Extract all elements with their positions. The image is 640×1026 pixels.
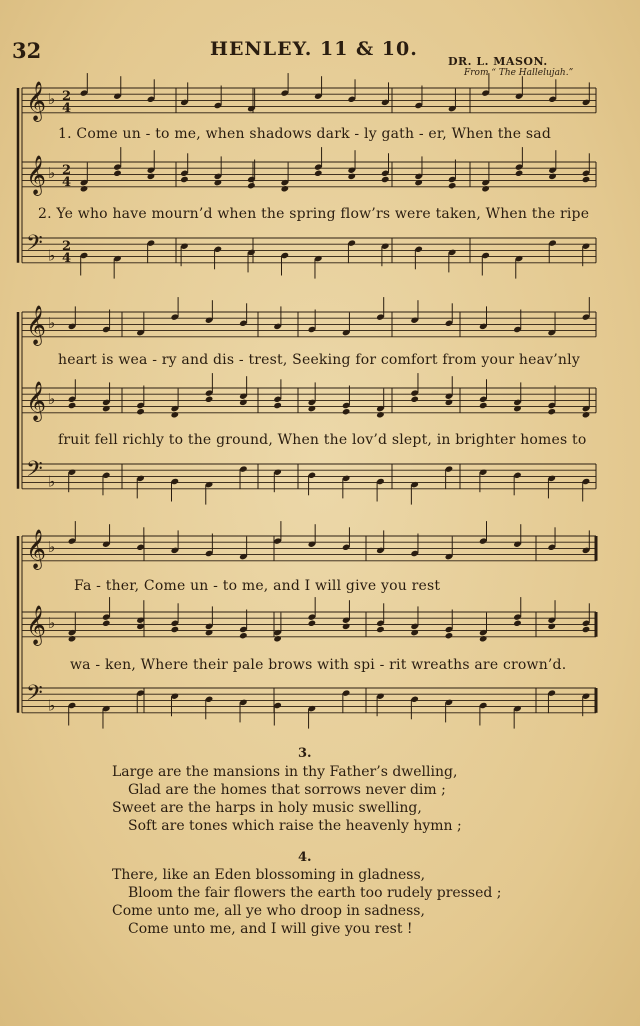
verse-line: Soft are tones which raise the heavenly hymn ; xyxy=(128,818,462,834)
flat-icon: ♭ xyxy=(48,164,56,183)
note-head xyxy=(239,399,248,406)
lyric-row2-verse1: heart is wea - ry and dis - trest, Seeking for comfort from your heav’nly xyxy=(58,352,580,368)
bass-clef-icon: 𝄢 xyxy=(26,457,43,488)
lyric-row2-verse2: fruit fell richly to the ground, When the lov’d slept, in brighter homes to xyxy=(58,432,587,448)
flat-icon: ♭ xyxy=(48,246,56,265)
note-head xyxy=(515,170,524,177)
time-signature-bottom: 4 xyxy=(62,251,72,267)
note-head xyxy=(547,408,556,415)
note-head xyxy=(80,185,89,192)
note-head xyxy=(180,176,189,183)
hymn-title: HENLEY. 11 & 10. xyxy=(210,38,418,60)
note-head xyxy=(239,632,248,639)
flat-icon: ♭ xyxy=(48,314,56,333)
note-head xyxy=(347,173,356,180)
verse-line: Sweet are the harps in holy music swelling, xyxy=(112,800,422,816)
note-head xyxy=(171,411,180,418)
treble-clef-icon: 𝄞 xyxy=(26,605,47,646)
note-head xyxy=(376,626,385,633)
treble-clef-icon: 𝄞 xyxy=(26,305,47,346)
verse-line: Glad are the homes that sorrows never dim ; xyxy=(128,782,446,798)
note-head xyxy=(376,411,385,418)
verse-number: 4. xyxy=(298,850,312,865)
note-head xyxy=(410,629,419,636)
lyric-row1-verse1: 1. Come un - to me, when shadows dark - ly gath - er, When the sad xyxy=(58,126,552,142)
note-head xyxy=(513,620,522,627)
page-number: 32 xyxy=(12,38,42,63)
treble-clef-icon: 𝄞 xyxy=(26,81,47,122)
flat-icon: ♭ xyxy=(48,538,56,557)
time-signature-bottom: 4 xyxy=(62,101,72,117)
note-head xyxy=(479,402,488,409)
note-head xyxy=(68,635,77,642)
note-head xyxy=(136,408,145,415)
verse-line: There, like an Eden blossoming in gladness, xyxy=(112,867,426,883)
verse-line: Come unto me, all ye who droop in sadness, xyxy=(112,903,425,919)
note-head xyxy=(102,620,111,627)
note-head xyxy=(342,623,351,630)
treble-clef-icon: 𝄞 xyxy=(26,529,47,570)
verse-line: Large are the mansions in thy Father’s dwelling, xyxy=(112,764,458,780)
note-head xyxy=(247,182,256,189)
note-head xyxy=(314,170,323,177)
note-head xyxy=(479,635,488,642)
note-head xyxy=(448,182,457,189)
time-signature-top: 2 xyxy=(62,88,72,104)
note-head xyxy=(582,176,591,183)
lyric-row3-verse2: wa - ken, Where their pale brows with spi - rit wreaths are crown’d. xyxy=(70,657,567,673)
note-head xyxy=(582,411,591,418)
note-head xyxy=(445,632,454,639)
note-head xyxy=(381,176,390,183)
note-head xyxy=(171,626,180,633)
note-head xyxy=(102,405,111,412)
bass-clef-icon: 𝄢 xyxy=(26,681,43,712)
source-credit: From “ The Hallelujah.” xyxy=(464,68,574,78)
note-head xyxy=(113,170,122,177)
note-head xyxy=(308,405,317,412)
flat-icon: ♭ xyxy=(48,696,56,715)
note-head xyxy=(68,402,77,409)
note-head xyxy=(147,173,156,180)
flat-icon: ♭ xyxy=(48,472,56,491)
time-signature-bottom: 4 xyxy=(62,175,72,191)
note-head xyxy=(281,185,290,192)
flat-icon: ♭ xyxy=(48,614,56,633)
flat-icon: ♭ xyxy=(48,90,56,109)
treble-clef-icon: 𝄞 xyxy=(26,155,47,196)
note-head xyxy=(513,405,522,412)
note-head xyxy=(548,173,557,180)
note-head xyxy=(342,408,351,415)
note-head xyxy=(205,396,214,403)
note-head xyxy=(273,635,282,642)
note-head xyxy=(308,620,317,627)
time-signature-top: 2 xyxy=(62,238,72,254)
lyric-row3-verse1: Fa - ther, Come un - to me, and I will give you rest xyxy=(74,578,441,594)
verse-line: Bloom the fair flowers the earth too rudely pressed ; xyxy=(128,885,502,901)
verse-number: 3. xyxy=(298,746,312,761)
note-head xyxy=(582,626,591,633)
note-head xyxy=(214,179,223,186)
note-head xyxy=(481,185,490,192)
note-head xyxy=(547,623,556,630)
verse-line: Come unto me, and I will give you rest ! xyxy=(128,921,413,937)
treble-clef-icon: 𝄞 xyxy=(26,381,47,422)
note-head xyxy=(445,399,454,406)
note-head xyxy=(205,629,214,636)
lyric-row1-verse2: 2. Ye who have mourn’d when the spring flow’rs were taken, When the ripe xyxy=(38,206,590,222)
composer-credit: DR. L. MASON. xyxy=(448,55,548,68)
note-head xyxy=(414,179,423,186)
time-signature-top: 2 xyxy=(62,162,72,178)
note-head xyxy=(410,396,419,403)
bass-clef-icon: 𝄢 xyxy=(26,231,43,262)
flat-icon: ♭ xyxy=(48,390,56,409)
note-head xyxy=(273,402,282,409)
